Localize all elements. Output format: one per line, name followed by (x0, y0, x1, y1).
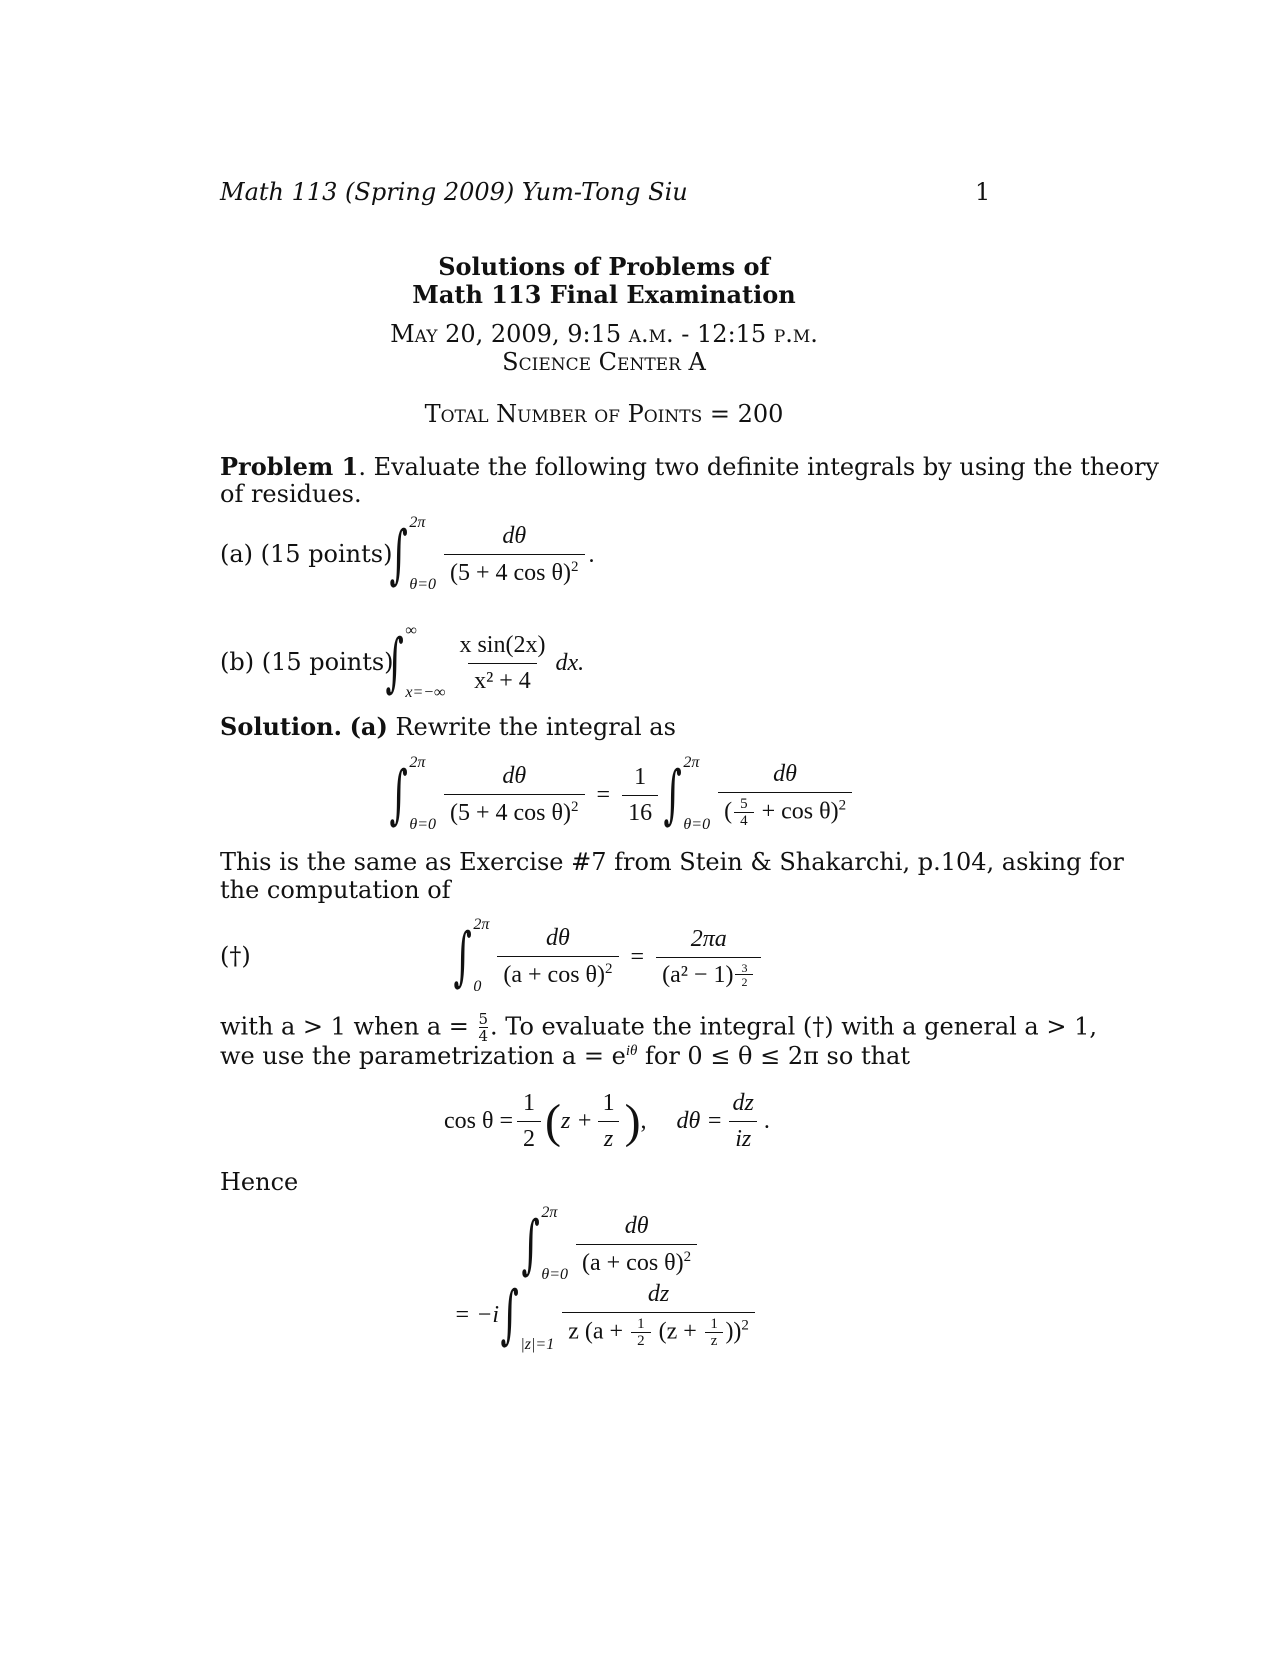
hence-integral: ∫ 2π θ=0 $\frac{d\theta}{(a + \cos \theta)^2}$ (520, 1210, 701, 1280)
hence-text: Hence (220, 1168, 299, 1196)
solution-label: Solution. (220, 712, 342, 741)
paragraph-2-line-1: This is the same as Exercise #7 from Stein & Shakarchi, p.104, asking for (220, 848, 1124, 876)
parametrization-equation: cos θ = $\frac{1}{2}$ ( z + $\frac{1}{z}$ ) , dθ = $\frac{dz}{iz}$ . (444, 1090, 770, 1152)
part-a-label: (a) (15 points) (220, 540, 393, 568)
rewrite-equation: ∫ 2π θ=0 $\frac{d\theta}{(5 + 4 \cos \theta)^2}$ = $\frac{1}{16}$ ∫ 2π θ=0 dθ ( $\frac{5}{4}$ + cos θ)$^2$ (388, 760, 856, 830)
dagger-label: (†) (220, 942, 251, 970)
part-b-label: (b) (15 points) (220, 648, 394, 676)
dagger-equation: ∫ 2π 0 $\frac{d\theta}{(a + \cos \theta)^2}$ = 2πa (a² − 1) $\frac{3}{2}$ (452, 922, 765, 992)
page-number: 1 (975, 178, 991, 206)
running-header: Math 113 (Spring 2009) Yum-Tong Siu (220, 178, 688, 206)
problem-1-statement (220, 452, 1159, 481)
solution-part-label: (a) (349, 712, 388, 741)
problem-label: Problem 1 (220, 452, 359, 481)
paragraph-3-line-2: we use the parametrization $a = e^{i\theta}$ for 0 ≤ θ ≤ 2π so that (220, 1042, 910, 1070)
problem-text-1: . Evaluate the following two definite integrals by using the theory (358, 453, 1159, 481)
title-line-1: Solutions of Problems of (438, 252, 770, 281)
part-b-integral: ∫ ∞ x=−∞ $\frac{\text{x sin(2x)}}{\text{x² + 4}}$ dx. (385, 622, 585, 701)
exam-date: May 20, 2009, 9:15 a.m. - 12:15 p.m. (390, 320, 818, 348)
integral-sign: ∫ 2π θ=0 (389, 514, 436, 593)
part-a-integral: ∫ 2π θ=0 $\frac{d\theta}{(5 + 4 \cos \theta)^2}$ . (389, 514, 595, 593)
integral-sign: ∫ ∞ x=−∞ (385, 622, 446, 701)
total-points: Total Number of Points = 200 (424, 400, 784, 428)
problem-text-2: of residues. (220, 480, 362, 508)
title-line-2: Math 113 Final Examination (412, 280, 796, 309)
paragraph-2-line-2: the computation of (220, 876, 451, 904)
contour-integral: = −i ∫ |z|=1 dz z (a + $\frac{1}{2}$ (z + $\frac{1}{z}$ ))$^2$ (454, 1280, 759, 1350)
paragraph-3-line-1: with a > 1 when a = $\frac{5}{4}$ . To evaluate the integral (†) with a general a > 1, (220, 1010, 1098, 1045)
fraction: $\frac{\text{x sin(2x)}}{\text{x² + 4}}$ (459, 631, 546, 694)
exam-location: Science Center A (502, 348, 706, 376)
solution-intro: Solution. (a) Rewrite the integral as (220, 712, 676, 741)
fraction: $\frac{d\theta}{(5 + 4 \cos \theta)^2}$ (444, 523, 585, 587)
